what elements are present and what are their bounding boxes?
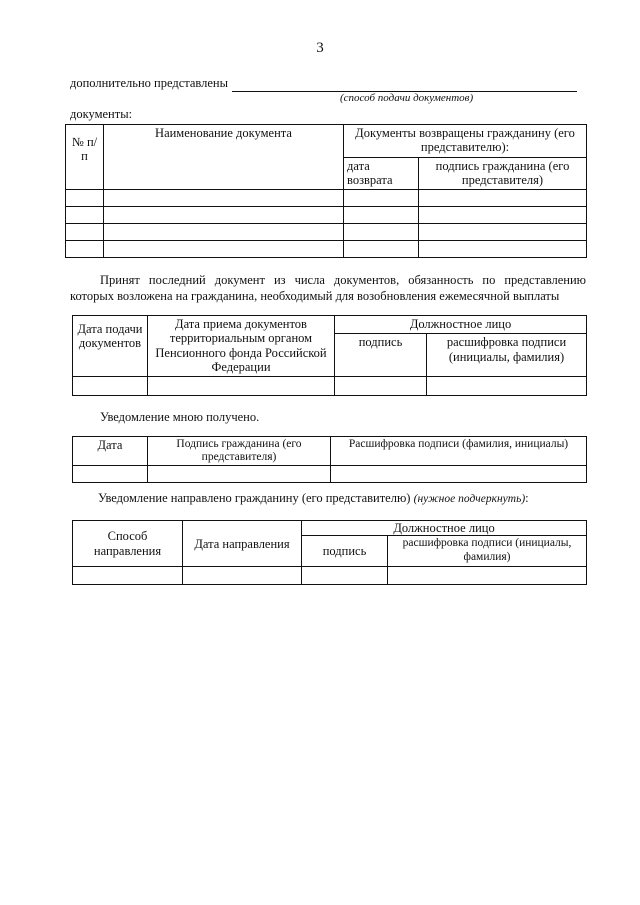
header-citizen-signature: подпись гражданина (его представителя) [419, 158, 587, 190]
table-row [66, 240, 587, 257]
header-official: Должностное лицо [302, 521, 587, 536]
header-send-date: Дата направления [183, 521, 302, 567]
last-document-paragraph: Принят последний документ из числа документов, обязанность по представлению которых возложена на гражданина, необходимый для возобновления ежемесячной выплаты [70, 273, 586, 304]
notice-sent-text: Уведомление направлено гражданину (его представителю) [98, 491, 411, 505]
header-signature-decoding: расшифровка подписи (инициалы, фамилия) [427, 334, 587, 376]
page-number: 3 [316, 40, 324, 56]
header-date: Дата [73, 437, 148, 466]
table-row [73, 466, 587, 483]
header-citizen-signature: Подпись гражданина (его представителя) [148, 437, 331, 466]
header-returned: Документы возвращены гражданину (его представителю): [344, 125, 587, 158]
header-return-date: дата возврата [344, 158, 419, 190]
table-row [73, 567, 587, 585]
header-submit-date: Дата подачи документов [73, 316, 148, 377]
table-row [73, 376, 587, 395]
header-official: Должностное лицо [335, 316, 587, 334]
acceptance-table [72, 315, 587, 396]
returned-documents-table [65, 124, 587, 258]
header-signature: подпись [335, 334, 427, 376]
submitted-label: дополнительно представлены [70, 76, 229, 90]
header-accept-date: Дата приема документов территориальным органом Пенсионного фонда Российской Федерации [148, 316, 335, 377]
notice-sent [98, 491, 529, 506]
header-number: № п/п [66, 125, 104, 190]
header-signature: подпись [302, 536, 388, 567]
header-signature-decoding: Расшифровка подписи (фамилия, инициалы) [331, 437, 587, 466]
documents-label: документы: [70, 107, 133, 121]
sending-table [72, 520, 587, 585]
header-method: Способ направления [73, 521, 183, 567]
header-signature-decoding: расшифровка подписи (инициалы, фамилия) [388, 536, 587, 567]
table-row [66, 206, 587, 223]
receipt-table [72, 436, 587, 483]
notice-sent-colon: : [525, 491, 529, 505]
notice-sent-note: (нужное подчеркнуть) [413, 493, 526, 505]
table-row [66, 223, 587, 240]
table-row [66, 189, 587, 206]
submitted-caption: (способ подачи документов) [340, 92, 474, 104]
header-document-name: Наименование документа [104, 125, 344, 190]
notice-received: Уведомление мною получено. [100, 410, 260, 424]
